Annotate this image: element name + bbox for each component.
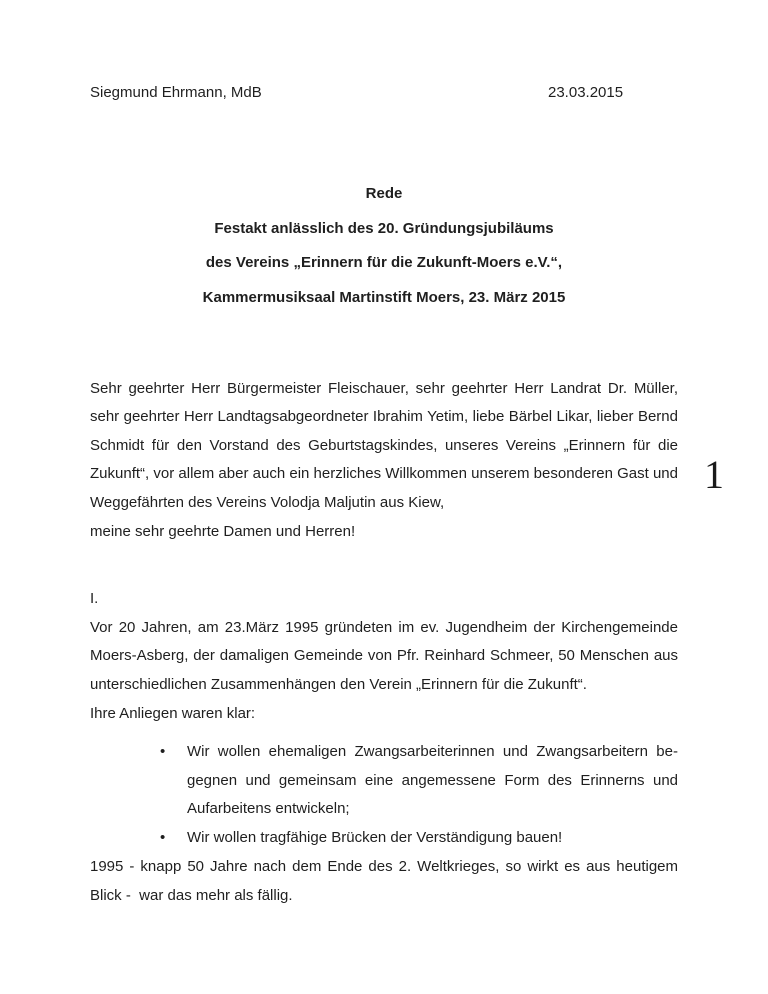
title-line-rede: Rede [365, 185, 403, 202]
section-heading: I. [90, 590, 99, 608]
bullet-item [160, 824, 678, 852]
document-header [90, 84, 678, 101]
document-body [90, 375, 683, 910]
anliegen-intro-paragraph: Ihre Anliegen waren klar: [90, 705, 256, 723]
bullet-item [160, 738, 678, 823]
title-line-verein: des Vereins „Erinnern für die Zukunft-Moers e.V.“, [205, 254, 563, 271]
closing-paragraph: 1995 - knapp 50 Jahre nach dem Ende des 2. Weltkrieges, so wirkt es aus heutigem Blick - war das mehr als fällig. [90, 858, 683, 904]
document-date: 23.03.2015 [548, 84, 624, 101]
title-line-festakt: Festakt anlässlich des 20. Gründungsjubiläums [214, 219, 554, 237]
bullet-text: Wir wollen tragfähige Brücken der Verständigung bauen! [187, 828, 563, 846]
title-block [90, 177, 678, 315]
author-name: Siegmund Ehrmann, MdB [90, 84, 262, 101]
bullet-list [90, 738, 678, 852]
salutation-paragraph: Sehr geehrter Herr Bürgermeister Fleischauer, sehr geehrter Herr Landrat Dr. Müller, sehr geehrter Herr Landtagsabgeordneter Ibrahim Yetim, liebe Bärbel Likar, lieber Bernd Schmidt für den Vorstand des Geburtstagskindes, unseres Vereins „Erinnern für die Zukunft“, vor allem aber auch ein herzliches Willkommen unserem besonderen Gast und Weggefährten des Vereins Volodja Maljutin aus Kiew, [90, 380, 678, 511]
founding-paragraph: Vor 20 Jahren, am 23.März 1995 gründeten im ev. Jugendheim der Kirchengemeinde Moers-Asberg, der damaligen Gemeinde von Pfr. Reinhard Schmeer, 50 Menschen aus unterschiedlichen Zusammenhängen den Verein „Erinnern für die Zukunft“. [90, 618, 678, 693]
greeting-paragraph: meine sehr geehrte Damen und Herren! [90, 523, 356, 541]
bullet-text: Wir wollen ehemaligen Zwangsarbeiterinnen und Zwangsarbeitern begegnen und gemeinsam eine angemessene Form des Erinnerns und Aufarbeitens entwickeln; [187, 743, 678, 818]
bullet-icon: • [160, 828, 166, 846]
title-line-ort-datum: Kammermusiksaal Martinstift Moers, 23. März 2015 [202, 288, 566, 306]
page-number: 1 [704, 452, 724, 497]
bullet-icon: • [160, 743, 166, 761]
